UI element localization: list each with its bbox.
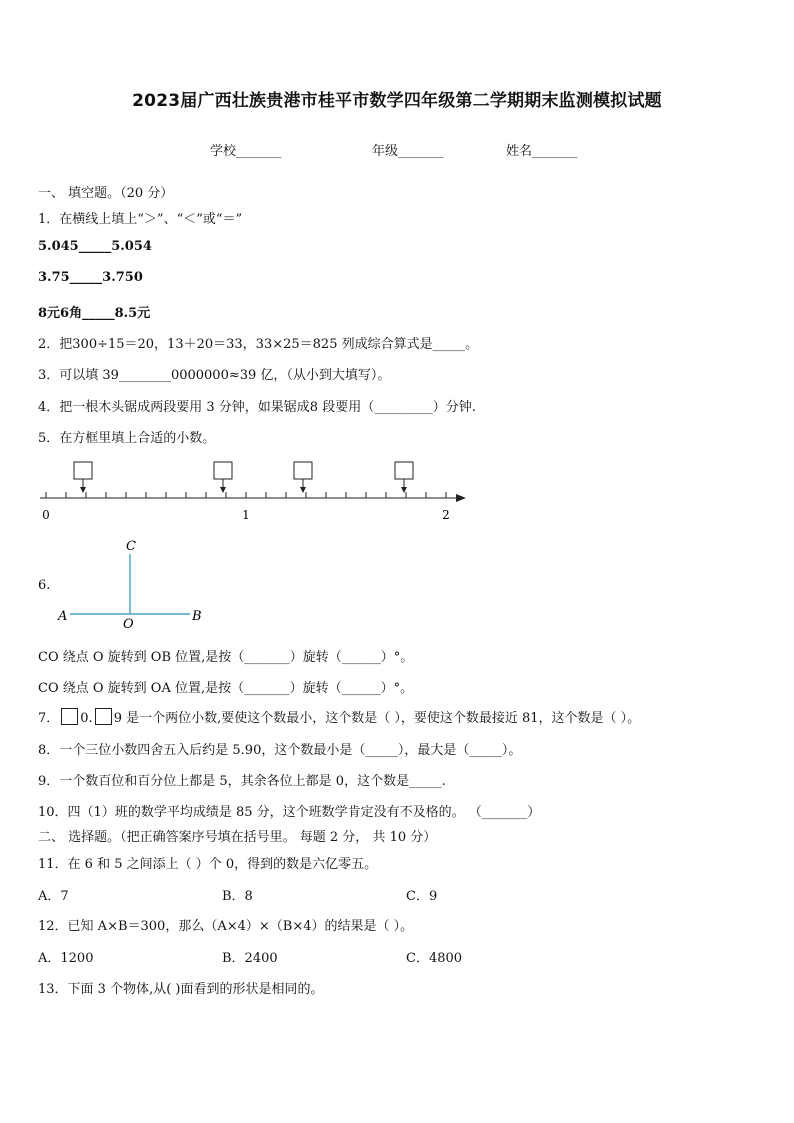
q2: 2．把300÷15＝20，13＋20＝33，33×25＝825 列成综合算式是_____。 (38, 337, 479, 352)
q11-option-c[interactable]: C．9 (406, 889, 438, 904)
name-field[interactable]: 姓名_______ (506, 144, 578, 159)
q7-dot: 0. (80, 711, 93, 726)
q11-option-b[interactable]: B．8 (222, 889, 253, 904)
exam-title: 2023届广西壮族贵港市桂平市数学四年级第二学期期末监测模拟试题 (132, 91, 662, 111)
grade-field[interactable]: 年级_______ (372, 144, 444, 159)
angle-figure (56, 536, 206, 632)
q1-item-a: 5.045_____5.054 (38, 239, 152, 254)
section2-heading: 二、 选择题。（把正确答案序号填在括号里。 每题 2 分， 共 10 分） (38, 830, 437, 845)
q1-item-c: 8元6角_____8.5元 (38, 306, 151, 321)
q6-number: 6. (38, 578, 51, 593)
number-line-answer-box-2[interactable] (214, 462, 232, 493)
q13: 13．下面 3 个物体,从( )面看到的形状是相同的。 (38, 982, 324, 997)
number-line-label-2: 2 (442, 508, 450, 522)
q11-stem: 11．在 6 和 5 之间添上（ ）个 0，得到的数是六亿零五。 (38, 857, 378, 872)
q3: 3．可以填 39________0000000≈39 亿，（从小到大填写）。 (38, 368, 391, 383)
q1-stem: 1．在横线上填上“＞”、“＜”或“＝” (38, 212, 243, 227)
number-line-answer-box-3[interactable] (294, 462, 312, 493)
number-line-answer-box-1[interactable] (74, 462, 92, 493)
q9: 9．一个数百位和百分位上都是 5，其余各位上都是 0，这个数是_____. (38, 774, 446, 789)
q11-option-a[interactable]: A．7 (38, 889, 69, 904)
number-line-label-0: 0 (42, 508, 50, 522)
q1-item-b: 3.75_____3.750 (38, 270, 143, 285)
school-field[interactable]: 学校_______ (210, 144, 282, 159)
number-line-arrow (456, 494, 466, 502)
q12-option-a[interactable]: A．1200 (38, 951, 94, 966)
q8: 8．一个三位小数四舍五入后约是 5.90，这个数最小是（_____），最大是（_____）。 (38, 743, 522, 758)
number-line-ticks (46, 492, 446, 498)
q5-stem: 5．在方框里填上合适的小数。 (38, 431, 216, 446)
q7-digit-box-1[interactable] (61, 708, 78, 725)
q7-rest: 9 是一个两位小数,要使这个数最小，这个数是（ ），要使这个数最接近 81，这个数是（ ）。 (113, 711, 641, 726)
q12-option-c[interactable]: C．4800 (406, 951, 463, 966)
q4: 4．把一根木头锯成两段要用 3 分钟，如果锯成8 段要用（_________）分钟. (38, 400, 476, 415)
point-label-a: A (58, 609, 68, 624)
q6-line-2: CO 绕点 O 旋转到 OA 位置,是按（_______）旋转（______）°。 (38, 681, 414, 696)
section1-heading: 一、 填空题。（20 分） (38, 186, 174, 201)
number-line-label-1: 1 (242, 508, 250, 522)
number-line-answer-box-4[interactable] (395, 462, 413, 493)
point-label-o: O (123, 617, 134, 632)
number-line-figure (36, 458, 476, 524)
q7 (38, 707, 640, 726)
q12-stem: 12．已知 A×B＝300，那么（A×4）×（B×4）的结果是（ ）。 (38, 919, 414, 934)
point-label-b: B (192, 609, 202, 624)
q7-prefix: 7． (38, 711, 60, 726)
q12-option-b[interactable]: B．2400 (222, 951, 278, 966)
q7-digit-box-2[interactable] (95, 708, 112, 725)
point-label-c: C (126, 539, 136, 554)
q10: 10．四（1）班的数学平均成绩是 85 分，这个班数学肯定没有不及格的。 （_______） (38, 805, 541, 820)
q6-line-1: CO 绕点 O 旋转到 OB 位置,是按（_______）旋转（______）°。 (38, 650, 414, 665)
